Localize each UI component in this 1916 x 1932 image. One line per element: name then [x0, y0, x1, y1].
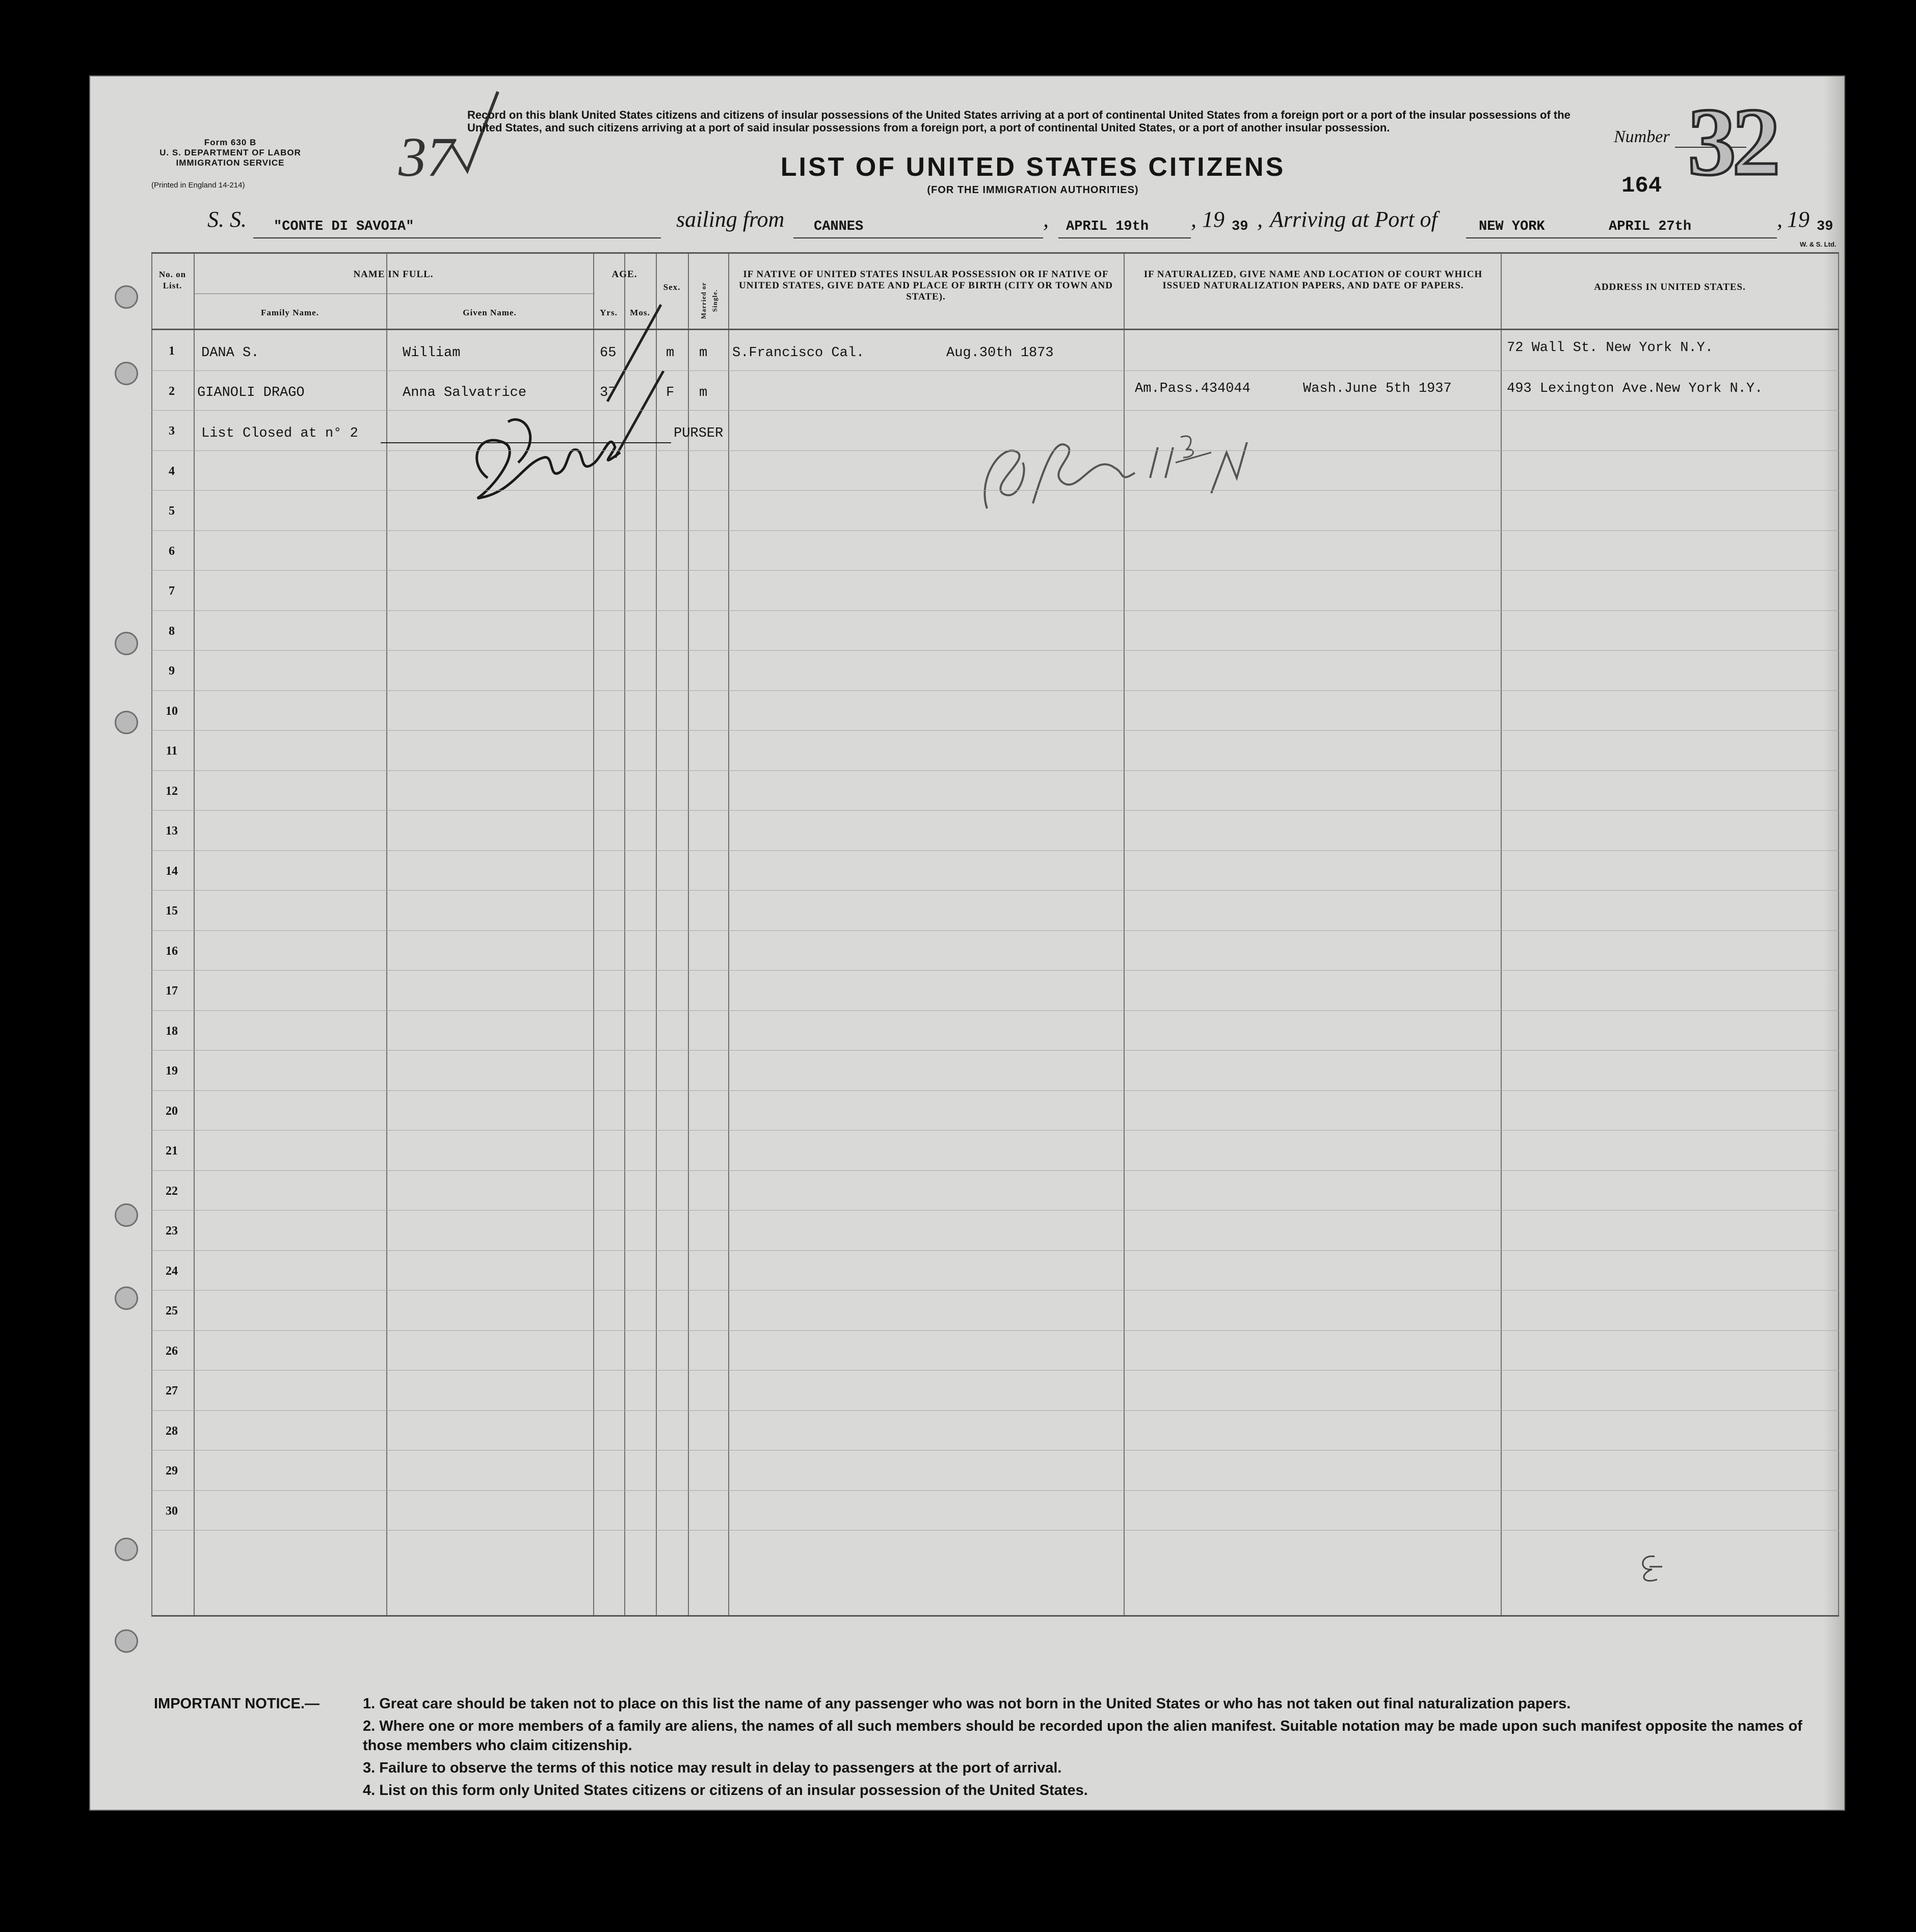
- page-subtitle: (FOR THE IMMIGRATION AUTHORITIES): [927, 184, 1139, 196]
- row-number: 9: [169, 664, 175, 678]
- row-divider: [151, 1210, 1839, 1211]
- row-divider: [151, 770, 1839, 771]
- arrival-year: 39: [1817, 219, 1833, 234]
- arrival-port: NEW YORK: [1479, 219, 1545, 234]
- row-divider: [151, 730, 1839, 731]
- row-number: 6: [169, 544, 175, 558]
- row-divider: [151, 1450, 1839, 1451]
- row-number: 10: [166, 704, 178, 718]
- page-title: LIST OF UNITED STATES CITIZENS: [780, 152, 1286, 182]
- notice-item-3: 3. Failure to observe the terms of this notice may result in delay to passengers at the port of arrival.: [363, 1760, 1062, 1776]
- inspector-handwriting: [972, 422, 1257, 524]
- col-mos: Mos.: [630, 308, 650, 317]
- row2-given-name: Anna Salvatrice: [403, 385, 527, 400]
- col-sex: Sex.: [663, 282, 681, 292]
- row-divider: [151, 1530, 1839, 1531]
- ship-name: "CONTE DI SAVOIA": [274, 219, 414, 234]
- row2-marital: m: [699, 385, 708, 400]
- row-divider: [151, 930, 1839, 931]
- row-divider: [151, 490, 1839, 491]
- row1-sex: m: [666, 345, 675, 361]
- row-number: 20: [166, 1104, 178, 1118]
- col-naturalized: IF NATURALIZED, GIVE NAME AND LOCATION OF COURT WHICH ISSUED NATURALIZATION PAPERS, AND DATE OF PAPERS.: [1143, 269, 1483, 291]
- row-number: 7: [169, 584, 175, 598]
- list-number: 32: [1688, 89, 1776, 196]
- row-divider: [151, 1050, 1839, 1051]
- row1-address: 72 Wall St. New York N.Y.: [1507, 340, 1714, 356]
- row-divider: [151, 850, 1839, 851]
- col-native-birth: IF NATIVE OF UNITED STATES INSULAR POSSESSION OR IF NATIVE OF UNITED STATES, GIVE DATE AND PLACE OF BIRTH (CITY OR TOWN AND STATE).: [739, 269, 1113, 302]
- row-number: 16: [166, 944, 178, 958]
- binder-hole-icon: [115, 362, 138, 385]
- row-divider: [151, 1410, 1839, 1411]
- row-divider: [151, 530, 1839, 531]
- row-divider: [151, 1370, 1839, 1371]
- departure-date: APRIL 19th: [1066, 219, 1149, 234]
- binder-hole-icon: [115, 1203, 138, 1227]
- row-number: 25: [166, 1304, 178, 1318]
- row-divider: [151, 1130, 1839, 1131]
- row-number: 13: [166, 824, 178, 838]
- row1-family-name: DANA S.: [201, 345, 259, 361]
- binder-hole-icon: [115, 632, 138, 655]
- row-divider: [151, 610, 1839, 611]
- row-number: 11: [166, 744, 178, 758]
- row-divider: [151, 450, 1839, 451]
- citizen-table: [151, 252, 1839, 1617]
- col-age: AGE.: [611, 269, 637, 280]
- col-address: ADDRESS IN UNITED STATES.: [1594, 282, 1746, 292]
- col-family-name: Family Name.: [261, 308, 319, 317]
- row-divider: [151, 690, 1839, 691]
- number-label: Number: [1614, 127, 1670, 146]
- row-divider: [151, 370, 1839, 371]
- row-number: 19: [166, 1064, 178, 1078]
- row-number: 3: [169, 424, 175, 438]
- binder-hole-icon: [115, 1629, 138, 1653]
- record-instructions: Record on this blank United States citizens and citizens of insular possessions of the United States arriving at a port of continental United States from a foreign port or a port of the insular possessions of the United States, and such citizens arriving at a port of said insular possessions from a foreign port, a port of continental United States, or a port of another insular possession.: [467, 109, 1571, 134]
- page-number: 164: [1621, 173, 1662, 199]
- col-name-in-full: NAME IN FULL.: [353, 269, 434, 280]
- row2-age-years: 37: [600, 385, 617, 400]
- col-yrs: Yrs.: [600, 308, 618, 317]
- row-number: 1: [169, 344, 175, 358]
- col-no-on-list: No. on List.: [158, 270, 187, 290]
- row1-birth-place: S.Francisco Cal.: [732, 345, 865, 361]
- initials-scribble: [1634, 1551, 1670, 1587]
- row-number: 5: [169, 504, 175, 518]
- row-divider: [151, 650, 1839, 651]
- row1-age-years: 65: [600, 345, 617, 361]
- row-number: 26: [166, 1344, 178, 1358]
- row-number: 23: [166, 1224, 178, 1238]
- row-divider: [151, 1090, 1839, 1091]
- printed-in-note: (Printed in England 14-214): [151, 181, 245, 190]
- row-divider: [151, 1010, 1839, 1011]
- purser-label: PURSER: [674, 426, 724, 441]
- row-number: 4: [169, 464, 175, 478]
- binder-hole-icon: [115, 711, 138, 734]
- notice-item-4: 4. List on this form only United States citizens or citizens of an insular possession of the United States.: [363, 1782, 1088, 1799]
- form-identification: [144, 138, 317, 168]
- notice-item-1: 1. Great care should be taken not to place on this list the name of any passenger who was not born in the United States or who has not taken out final naturalization papers.: [363, 1696, 1571, 1712]
- list-closed-text: List Closed at n° 2: [201, 426, 358, 441]
- printer-mark: W. & S. Ltd.: [1800, 240, 1837, 248]
- row-number: 24: [166, 1264, 178, 1278]
- row-divider: [151, 890, 1839, 891]
- notice-label: IMPORTANT NOTICE.—: [154, 1696, 320, 1712]
- col-married-or-single: Married or Single.: [700, 282, 719, 319]
- row-number: 28: [166, 1424, 178, 1438]
- row-divider: [151, 410, 1839, 411]
- departure-port: CANNES: [814, 219, 864, 234]
- row1-marital: m: [699, 345, 708, 361]
- manifest-sheet: Form 630 B U. S. DEPARTMENT OF LABOR IMMIGRATION SERVICE (Printed in England 14-214) 37 Record on this blank United States citizens and citizens of insular possessions of the United States arriving at a port of continental United States from a foreign port or a port of the insular possessions of the United States, and such citizens arriving at a port of said insular possessions from a foreign port, a port of continental United States, or a port of another insular possession. LIST OF UNITED STATES CITIZENS (FOR THE IMMIGRATION AUTHORITIES) Number 32 164 S. S. "CONTE DI SAVOIA" sailing from CANNES , APRIL 19th , 19 39 , Arriving at Port of NEW YORK APRIL 27th , 19 39 W. & S. Ltd. No. on List. NAME IN FULL. Family Name. Given Name. AGE. Yrs. Mos. Sex. Married or Single. IF NATIVE OF UNITED STATES INSULAR POSSESSION OR IF NATIVE OF UNITED STATES, GIVE DATE AND PLACE OF BIRTH (CITY OR TOWN AND STATE). IF NATURALIZED, GIVE NAME AND LOCATION OF COURT WHICH ISSUED NATURALIZATION PAPERS, AND DATE OF PAPERS. ADDRESS IN UNITED STATES. DANA S. William 65 m m S.Francisco Cal. Aug.30th 1873 72 Wall St. New York N.Y. GIANOLI DRAGO Anna Salvatrice 37 F m Am.Pass.434044 Wash.June 5th 1937 493 Lexington Ave.New York N.Y. List Closed at n° 2 PURSER 1 2 3 4 5 6 7 8 9 10 11 12 13 14 15 16 17 18 19 20 21 22 23 24 25 26 27 28 29 30 IMPORTANT NOTICE.— 1. Great care should be taken not to place on this list the name of any passenger who was not born in the United States or who has not taken out final naturalization papers. 2. Where one or more members of a family are aliens, the names of all such members should be recorded upon the alien manifest. Suitable notation may be made upon such manifest opposite the names of those members who claim citizenship. 3. Failure to observe the terms of this notice may result in delay to passengers at the port of arrival. 4. List on this form only United States citizens or citizens of an insular possession of the United States.: [89, 75, 1845, 1811]
- row-divider: [151, 1170, 1839, 1171]
- row-divider: [151, 1490, 1839, 1491]
- binder-hole-icon: [115, 1538, 138, 1561]
- department-name: U. S. DEPARTMENT OF LABOR: [159, 148, 301, 157]
- row2-sex: F: [666, 385, 675, 400]
- binder-hole-icon: [115, 285, 138, 309]
- row-number: 17: [166, 984, 178, 998]
- row-number: 18: [166, 1024, 178, 1038]
- row-divider: [151, 1330, 1839, 1331]
- row-divider: [151, 810, 1839, 811]
- row-divider: [151, 570, 1839, 571]
- notice-item-2: 2. Where one or more members of a family are aliens, the names of all such members should be recorded upon the alien manifest. Suitable notation may be made upon such manifest opposite the names of those members who claim citizenship.: [363, 1718, 1802, 1754]
- row1-birth-date: Aug.30th 1873: [946, 345, 1054, 361]
- row-number: 14: [166, 864, 178, 878]
- row-number: 12: [166, 784, 178, 798]
- ss-label: S. S.: [207, 207, 247, 232]
- row-divider: [151, 970, 1839, 971]
- row2-naturalized-papers: Am.Pass.434044: [1135, 381, 1250, 396]
- row-number: 22: [166, 1184, 178, 1198]
- row-number: 30: [166, 1504, 178, 1518]
- service-name: IMMIGRATION SERVICE: [176, 158, 285, 168]
- row-number: 15: [166, 904, 178, 918]
- row-divider: [151, 1250, 1839, 1251]
- sailing-from-label: sailing from: [676, 207, 785, 232]
- row-divider: [151, 1290, 1839, 1291]
- row2-family-name: GIANOLI DRAGO: [197, 385, 305, 400]
- row-number: 21: [166, 1144, 178, 1158]
- row-number: 2: [169, 384, 175, 398]
- row-number: 27: [166, 1384, 178, 1398]
- pencil-scribble: [1690, 1619, 1721, 1650]
- form-number: Form 630 B: [204, 138, 257, 147]
- pencil-mark: 37: [398, 126, 455, 188]
- row2-naturalized-date: Wash.June 5th 1937: [1303, 381, 1452, 396]
- arrival-date: APRIL 27th: [1609, 219, 1692, 234]
- row-number: 8: [169, 624, 175, 638]
- row2-address: 493 Lexington Ave.New York N.Y.: [1507, 381, 1763, 396]
- col-given-name: Given Name.: [463, 308, 517, 317]
- year-prefix: 19: [1202, 207, 1225, 232]
- purser-signature: [457, 401, 630, 508]
- row1-given-name: William: [403, 345, 461, 361]
- arriving-label: Arriving at Port of: [1270, 207, 1438, 232]
- row-number: 29: [166, 1464, 178, 1478]
- binder-hole-icon: [115, 1286, 138, 1310]
- year-prefix-2: 19: [1787, 207, 1809, 232]
- departure-year: 39: [1232, 219, 1248, 234]
